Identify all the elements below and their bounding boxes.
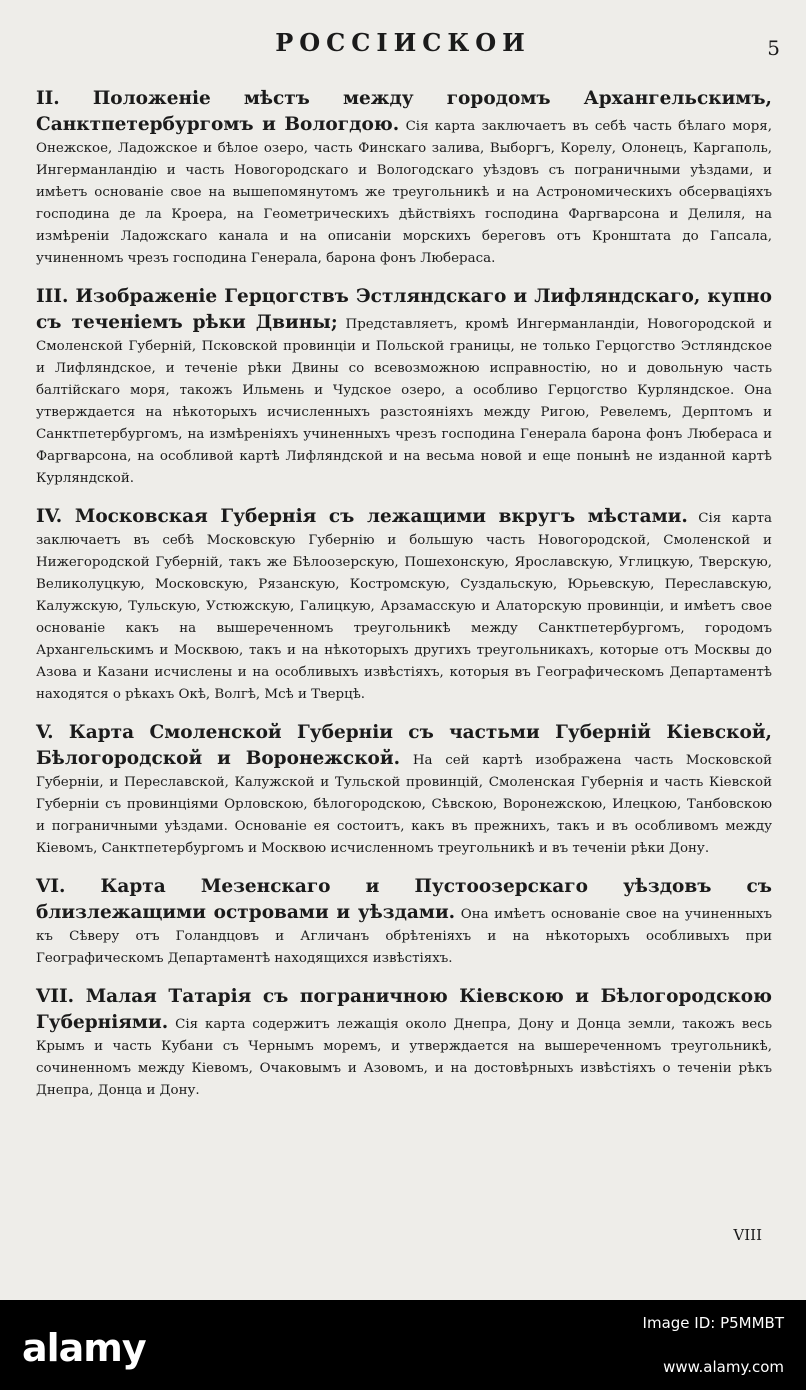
entry-heading: VII. Малая Татарія съ пограничною Кіевскою и Бѣлогородскою Губерніями. [36, 986, 772, 1033]
entry-vii [36, 984, 772, 1102]
entry-heading: IV. Московская Губернія съ лежащими вкругъ мѣстами. [36, 506, 688, 527]
page-body [36, 86, 772, 1116]
entry-text: Сія карта заключаетъ въ себѣ Московскую Губернію и большую часть Новогородской, Смоленской и Нижегородской Губерній, такъ же Бѣлоозерскую, Пошехонскую, Ярославскую, Углицкую, Тверскую, Великолуцкую, Московскую, Рязанскую, Костромскую, Суздальскую, Юрьевскую, Переславскую, Калужскую, Тульскую, Устюжскую, Галицкую, Арзамасскую и Алаторскую провинціи, и имѣетъ свое основаніе какъ на вышереченномъ треугольникѣ между Санктпетербургомъ, городомъ Архангельскимъ и Москвою, такъ и на нѣкоторыхъ другихъ треугольникахъ, которые отъ Москвы до Азова и Казани исчислены и на особливыхъ извѣстіяхъ, которыя въ Географическомъ Департаментѣ находятся о рѣкахъ Окѣ, Волгѣ, Мсѣ и Тверцѣ. [36, 511, 772, 702]
entry-v [36, 720, 772, 860]
entry-heading: III. Изображеніе Герцогствъ Эстляндскаго и Лифляндскаго, купно съ теченіемъ рѣки Двины; [36, 286, 772, 333]
page-number: 5 [767, 36, 780, 60]
entry-paragraph [36, 874, 772, 970]
alamy-logo: alamy [22, 1326, 146, 1370]
entry-text: Представляетъ, кромѣ Ингерманландіи, Новогородской и Смоленской Губерній, Псковской провинціи и Польской границы, не только Герцогство Эстляндское и Лифляндское, и теченіе рѣки Двины со всевозможною исправностію, но и довольную часть балтійскаго моря, такожъ Ильмень и Чудское озеро, а особливо Герцогство Курляндское. Она утверждается на нѣкоторыхъ исчисленныхъ разстояніяхъ между Ригою, Ревелемъ, Дерптомъ и Санктпетербургомъ, на измѣреніяхъ учиненныхъ чрезъ господина Генерала барона фонъ Любераса и Фаргварсона, на особливой картѣ Лифляндской и на весьма новой и еще понынѣ не изданной картѣ Курляндской. [36, 317, 772, 486]
entry-vi [36, 874, 772, 970]
entry-paragraph [36, 720, 772, 860]
entry-heading: VI. Карта Мезенскаго и Пустоозерскаго уѣздовъ съ близлежащими островами и уѣздами. [36, 876, 772, 923]
running-head: РОССІИСКОИ [275, 28, 531, 57]
entry-paragraph [36, 284, 772, 490]
entry-paragraph [36, 984, 772, 1102]
catchword: VIII [733, 1226, 762, 1244]
entry-paragraph [36, 504, 772, 706]
image-id-label: Image ID: P5MMBT [642, 1314, 784, 1332]
entry-text: Сія карта содержитъ лежащія около Днепра, Дону и Донца земли, такожъ весь Крымъ и часть Кубани съ Чернымъ моремъ, и утверждается на вышереченномъ треугольникѣ, сочиненномъ между Кіевомъ, Очаковымъ и Азовомъ, и на достовѣрныхъ извѣстіяхъ о теченіи рѣкъ Днепра, Донца и Дону. [36, 1017, 772, 1098]
entry-heading: V. Карта Смоленской Губерніи съ частьми Губерній Кіевской, Бѣлогородской и Воронежской. [36, 722, 772, 769]
entry-ii [36, 86, 772, 270]
entry-heading: II. Положеніе мѣстъ между городомъ Архангельскимъ, Санктпетербургомъ и Вологдою. [36, 88, 772, 135]
site-url: www.alamy.com [663, 1358, 784, 1376]
entry-iii [36, 284, 772, 490]
entry-iv [36, 504, 772, 706]
entry-text: Она имѣетъ основаніе свое на учиненныхъ къ Сѣверу отъ Голандцовъ и Агличанъ обрѣтеніяхъ и на нѣкоторыхъ особливыхъ при Географическомъ Департаментѣ находящихся извѣстіяхъ. [36, 907, 772, 966]
entry-text: Сія карта заключаетъ въ себѣ часть бѣлаго моря, Онежское, Ладожское и бѣлое озеро, часть Финскаго залива, Выборгъ, Корелу, Олонецъ, Каргаполь, Ингерманландію и часть Новогородскаго и Вологодскаго уѣздовъ съ пограничными уѣздами, и имѣетъ основаніе свое на вышепомянутомъ же треугольникѣ и на Астрономическихъ обсерваціяхъ господина де ла Кроера, на Геометрическихъ дѣйствіяхъ господина Фаргварсона и Делиля, на измѣреніи Ладожскаго канала и на описаніи морскихъ береговъ отъ Кронштата до Гапсала, учиненномъ чрезъ господина Генерала, барона фонъ Любераса. [36, 119, 772, 266]
entry-paragraph [36, 86, 772, 270]
entry-text: На сей картѣ изображена часть Московской Губерніи, и Переславской, Калужской и Тульской провинцій, Смоленская Губернія и часть Кіевской Губерніи съ провинціями Орловскою, бѣлогородскою, Сѣвскою, Воронежскою, Илецкою, Танбовскою и пограничными уѣздами. Основаніе ея состоитъ, какъ въ прежнихъ, такъ и въ особливомъ между Кіевомъ, Санктпетербургомъ и Москвою исчисленномъ треугольникѣ и въ теченіи рѣки Дону. [36, 753, 773, 856]
stock-footer-bar [0, 1300, 806, 1390]
